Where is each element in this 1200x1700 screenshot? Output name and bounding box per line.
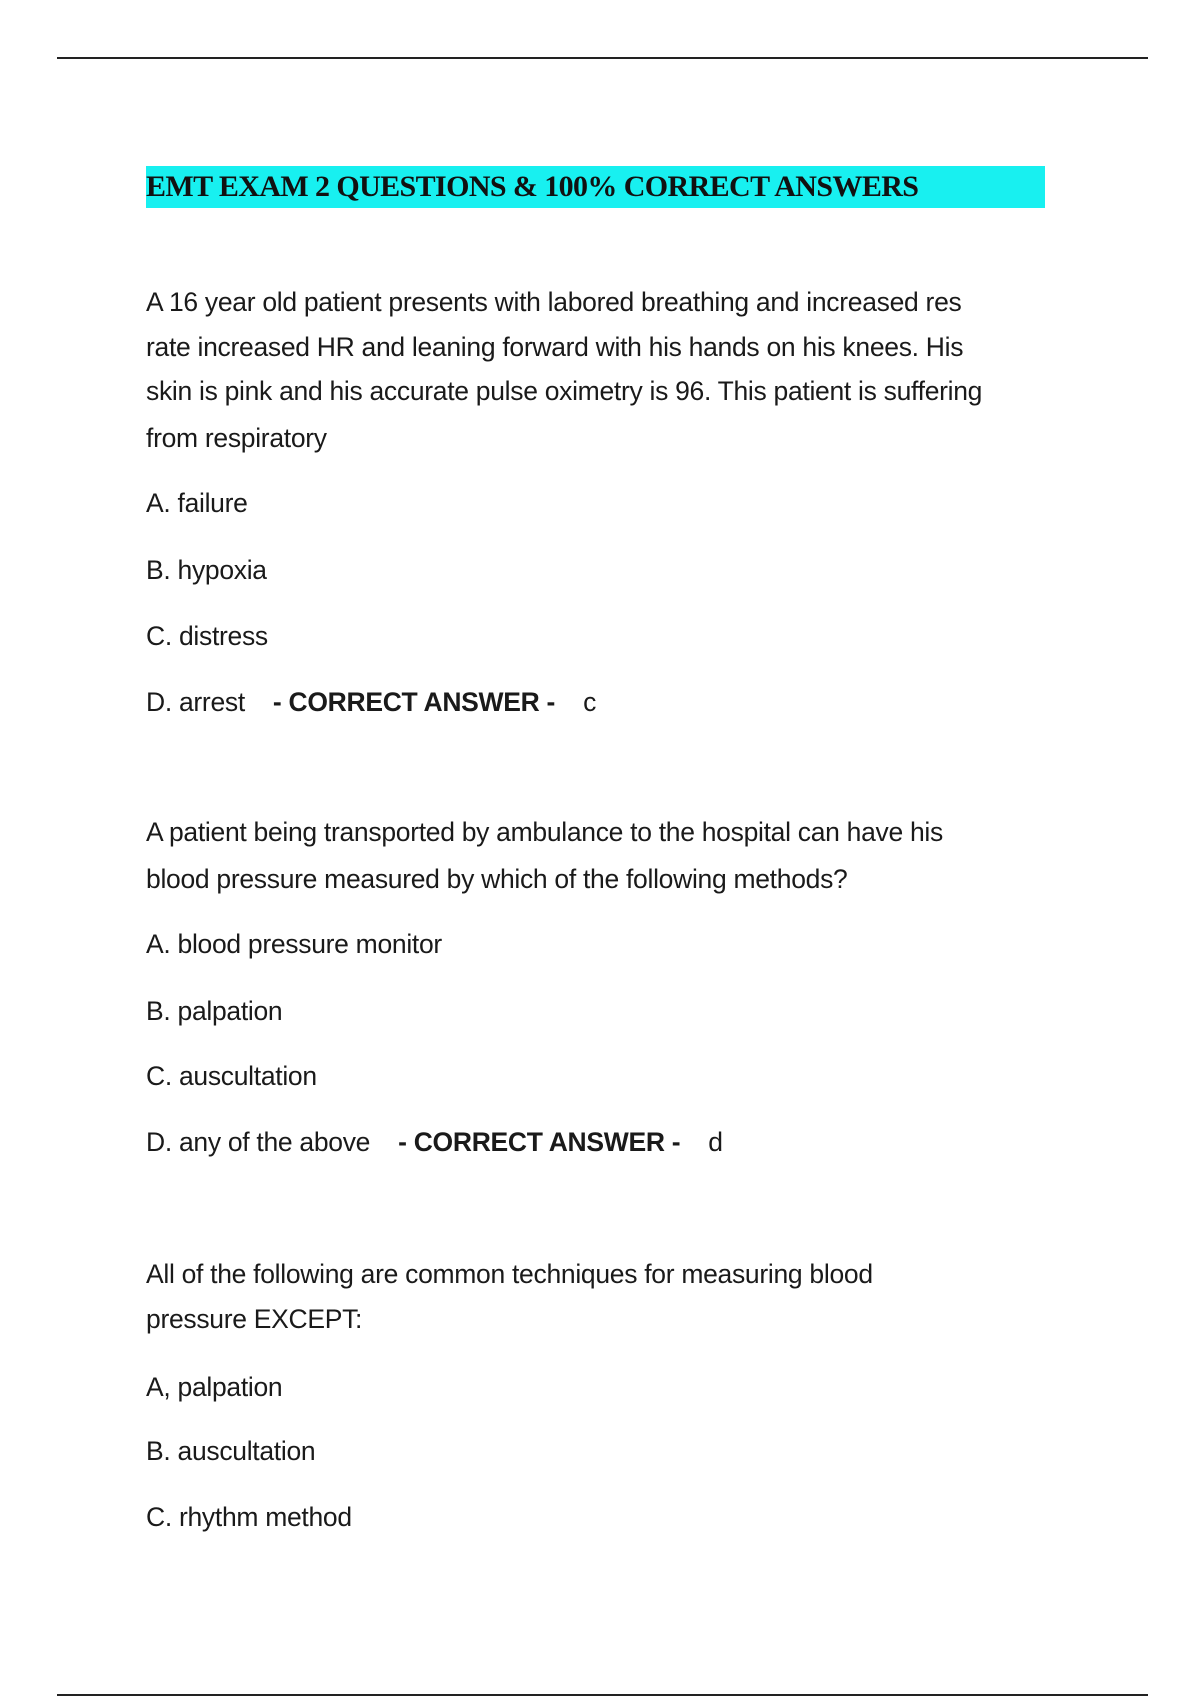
question-1-option-d: [146, 686, 596, 718]
answer-value: c: [583, 687, 597, 717]
question-2-option-d: [146, 1126, 723, 1158]
correct-answer-label: - CORRECT ANSWER -: [272, 687, 556, 717]
option-text: D. arrest: [146, 687, 245, 717]
question-1-line: A 16 year old patient presents with labored breathing and increased res: [146, 287, 962, 317]
question-2-option-a: A. blood pressure monitor: [146, 929, 442, 959]
question-3-line: pressure EXCEPT:: [146, 1304, 363, 1334]
question-1-option-a: A. failure: [146, 488, 248, 518]
question-1-line: from respiratory: [146, 423, 327, 453]
document-title: EMT EXAM 2 QUESTIONS & 100% CORRECT ANSWERS: [146, 166, 1045, 208]
question-1-line: rate increased HR and leaning forward with his hands on his knees. His: [146, 332, 964, 362]
question-1-option-b: B. hypoxia: [146, 555, 267, 585]
question-1-option-c: C. distress: [146, 621, 268, 651]
question-2-line: A patient being transported by ambulance to the hospital can have his: [146, 817, 943, 847]
correct-answer-label: - CORRECT ANSWER -: [398, 1127, 681, 1157]
question-3-line: All of the following are common techniques for measuring blood: [146, 1259, 873, 1289]
question-2-option-b: B. palpation: [146, 996, 283, 1026]
footer-rule: [57, 1694, 1148, 1696]
header-rule: [57, 57, 1148, 59]
question-3-option-c: C. rhythm method: [146, 1502, 352, 1532]
question-2-option-c: C. auscultation: [146, 1061, 317, 1091]
question-3-option-b: B. auscultation: [146, 1436, 316, 1466]
question-2-line: blood pressure measured by which of the following methods?: [146, 864, 848, 894]
answer-value: d: [708, 1127, 723, 1157]
option-text: D. any of the above: [146, 1127, 371, 1157]
question-1-line: skin is pink and his accurate pulse oximetry is 96. This patient is suffering: [146, 376, 983, 406]
question-3-option-a: A, palpation: [146, 1372, 283, 1402]
